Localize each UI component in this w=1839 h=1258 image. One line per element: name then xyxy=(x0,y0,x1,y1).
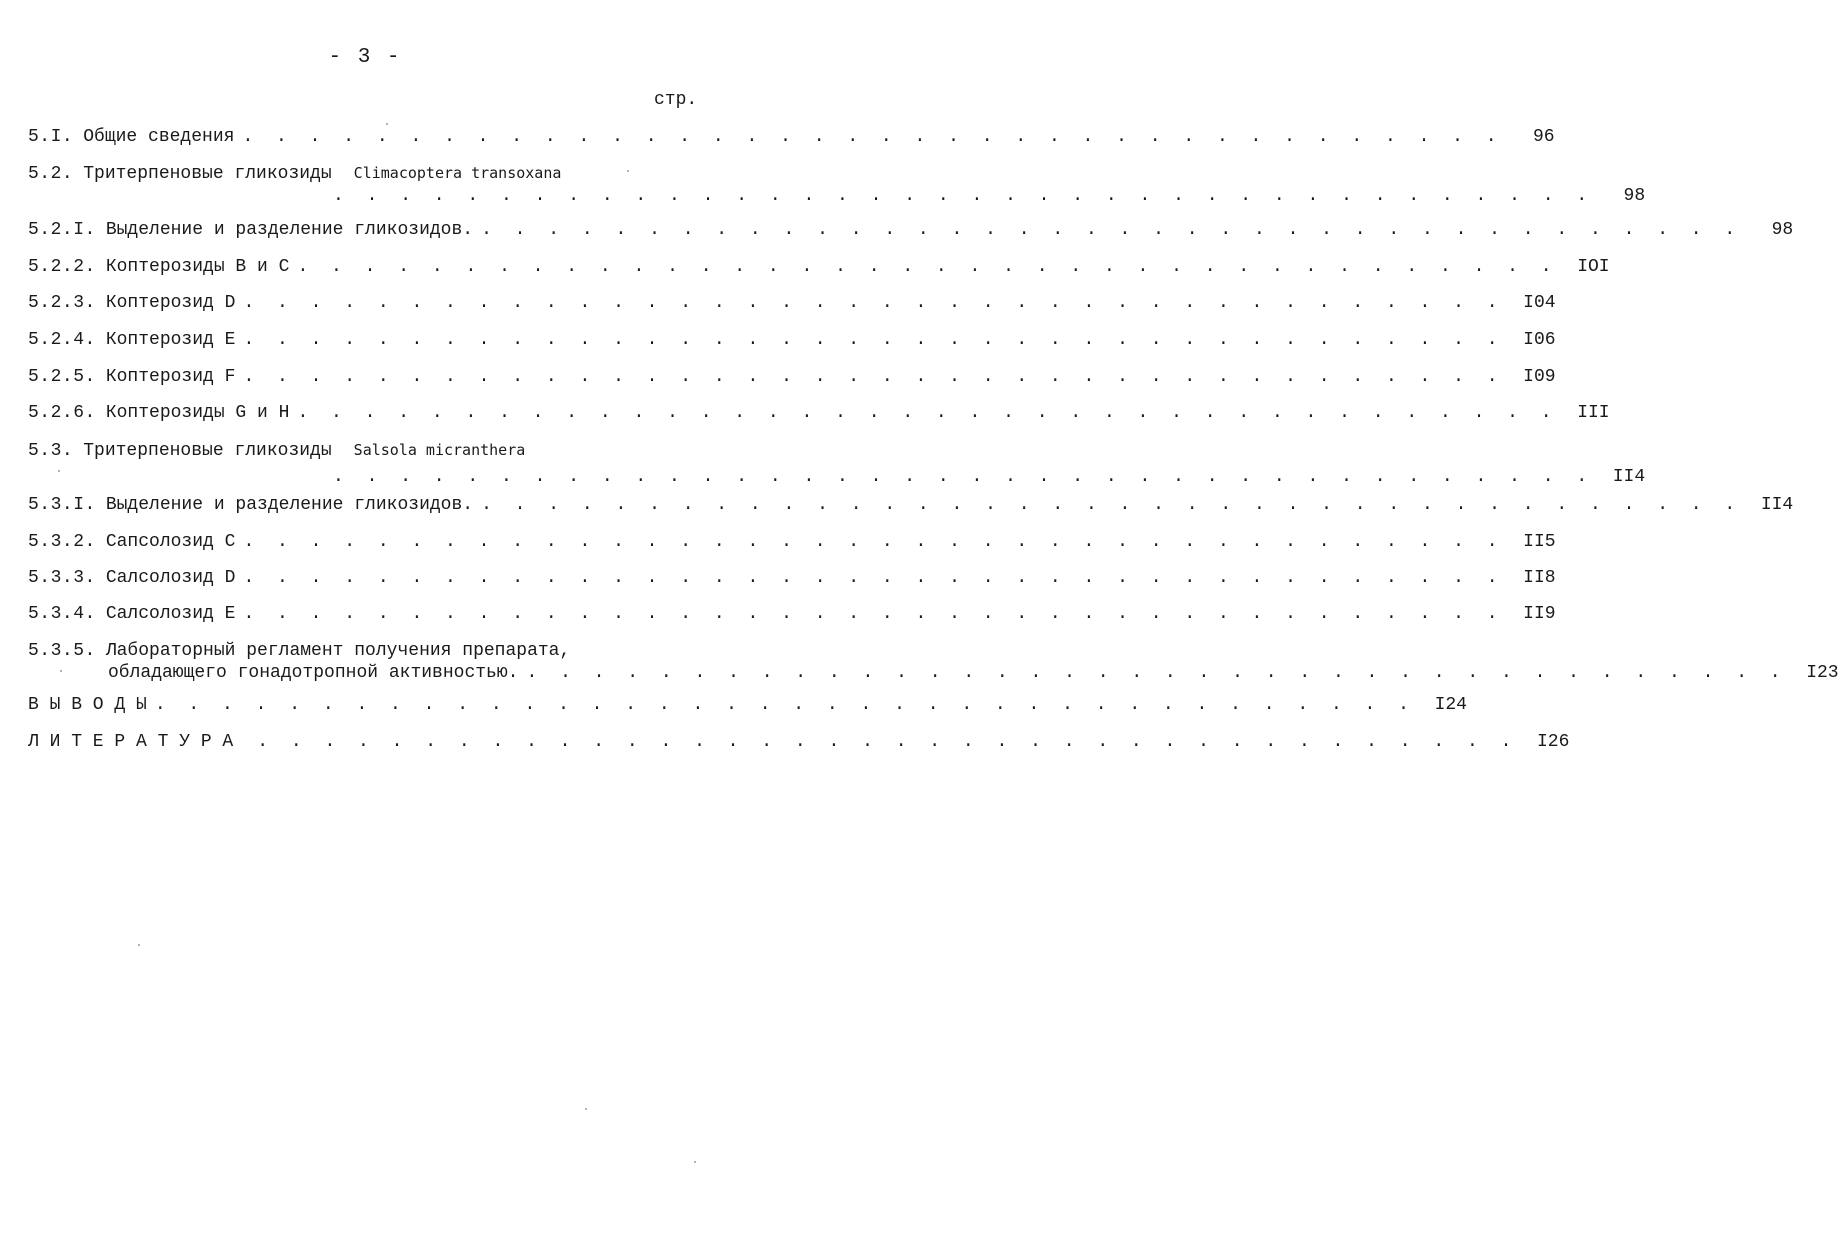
toc-leader-dots: . . . . . . . . . . . . . . . . . . . . . . . . . . . . . . . . . . . . . . xyxy=(481,495,1742,515)
toc-entry-page: II4 xyxy=(1612,467,1646,487)
toc-entry xyxy=(28,162,1646,207)
toc-entry-number: 5.2.6. xyxy=(28,403,96,423)
toc-entry xyxy=(28,292,1556,314)
toc-leader-dots: . . . . . . . . . . . . . . . . . . . . . . . . . . . . . . . . . . . . . . xyxy=(242,127,1503,147)
toc-entry-title: Салсолозид Е xyxy=(105,604,236,624)
toc-entry-title: Коптерозид F xyxy=(105,367,236,387)
toc-entry xyxy=(28,126,1555,148)
toc-entry-title-line2: обладающего гонадотропной активностью. xyxy=(108,663,519,683)
toc-entry xyxy=(28,219,1794,241)
toc-entry-title: Тритерпеновые гликозиды xyxy=(83,164,332,184)
toc-entry xyxy=(28,640,1839,684)
toc-entry-number: 5.2.I. xyxy=(28,220,96,240)
toc-entry xyxy=(28,531,1556,553)
scan-speck xyxy=(58,470,60,472)
toc-entry-title: Л И Т Е Р А Т У Р А xyxy=(28,732,234,752)
toc-entry-title: Выделение и разделение гликозидов. xyxy=(105,495,474,515)
toc-entry-page: IOI xyxy=(1577,257,1610,277)
toc-entry-number: 5.3.I. xyxy=(28,495,96,515)
toc-entry-page: 96 xyxy=(1532,127,1555,147)
toc-entry-page: III xyxy=(1577,403,1610,423)
toc-entry-title: Коптерозиды G и Н xyxy=(105,403,290,423)
toc-entry-number: 5.3. xyxy=(28,441,74,461)
toc-leader-dots: . . . . . . . . . . . . . . . . . . . . . . . . . . . . . . . . . . . . . . xyxy=(481,220,1742,240)
scan-speck xyxy=(60,670,62,672)
toc-entry-page: II4 xyxy=(1760,495,1794,515)
toc-entry xyxy=(28,694,1467,716)
toc-entry-title: Коптерозид Е xyxy=(105,330,236,350)
toc-entry xyxy=(28,494,1794,516)
toc-entry-number: 5.3.4. xyxy=(28,604,96,624)
toc-entry-latin-name: Salsola micranthera xyxy=(353,441,526,459)
toc-entry-title: Коптерозиды В и С xyxy=(105,257,290,277)
toc-leader-dots: . . . . . . . . . . . . . . . . . . . . . . . . . . . . . . . . . . . . . . xyxy=(243,604,1504,624)
page-number: - 3 - xyxy=(328,46,402,69)
toc-leader-dots: . . . . . . . . . . . . . . . . . . . . . . . . . . . . . . . . . . . . . . xyxy=(297,257,1558,277)
toc-entry-title: Коптерозид D xyxy=(105,293,236,313)
toc-entry-number: 5.3.5. xyxy=(28,641,96,661)
scan-speck xyxy=(627,170,629,172)
toc-leader-dots: . . . . . . . . . . . . . . . . . . . . . . . . . . . . . . . . . . . . . . xyxy=(257,732,1518,752)
toc-entry-page: 98 xyxy=(1623,186,1646,206)
scan-speck xyxy=(138,944,140,946)
toc-leader-dots: . . . . . . . . . . . . . . . . . . . . . . . . . . . . . . . . . . . . . . xyxy=(297,403,1558,423)
toc-entry-number: 5.2.2. xyxy=(28,257,96,277)
toc-entry xyxy=(28,329,1556,351)
toc-entry-number: 5.3.3. xyxy=(28,568,96,588)
toc-entry-number: 5.2.4. xyxy=(28,330,96,350)
toc-entry xyxy=(28,603,1556,625)
toc-entry xyxy=(28,256,1610,278)
toc-entry-page: I26 xyxy=(1536,732,1570,752)
scan-speck xyxy=(386,123,388,125)
toc-entry-number: 5.2.3. xyxy=(28,293,96,313)
scan-speck xyxy=(585,1108,587,1110)
toc-entry-number: 5.2.5. xyxy=(28,367,96,387)
toc-entry-title: Сапсолозид С xyxy=(105,532,236,552)
toc-entry-title: Салсолозид D xyxy=(105,568,236,588)
toc-entry-page: I24 xyxy=(1434,695,1467,715)
toc-leader-dots: . . . . . . . . . . . . . . . . . . . . . . . . . . . . . . . . . . . . . . xyxy=(243,532,1504,552)
toc-entry-number: 5.3.2. xyxy=(28,532,96,552)
page-column-label: стр. xyxy=(654,90,698,110)
toc-entry-page: I23 xyxy=(1806,663,1839,683)
toc-leader-dots: . . . . . . . . . . . . . . . . . . . . . . . . . . . . . . . . . . . . . . xyxy=(243,568,1504,588)
toc-entry-title: Тритерпеновые гликозиды xyxy=(83,441,332,461)
toc-entry xyxy=(28,366,1556,388)
toc-entry xyxy=(28,731,1570,753)
toc-entry-number: 5.I. xyxy=(28,127,74,147)
toc-entry-title: Общие сведения xyxy=(83,127,235,147)
toc-entry-title: Выделение и разделение гликозидов. xyxy=(105,220,474,240)
toc-leader-dots: . . . . . . . . . . . . . . . . . . . . . . . . . . . . . . . . . . . . . . xyxy=(526,663,1787,683)
toc-entry-page: I06 xyxy=(1523,330,1556,350)
toc-entry-page: II8 xyxy=(1523,568,1556,588)
toc-entry-title: Лабораторный регламент получения препарата, xyxy=(105,641,571,661)
toc-leader-dots: . . . . . . . . . . . . . . . . . . . . . . . . . . . . . . . . . . . . . . xyxy=(154,695,1415,715)
toc-leader-dots: . . . . . . . . . . . . . . . . . . . . . . . . . . . . . . . . . . . . . . xyxy=(243,293,1504,313)
toc-entry-page: I04 xyxy=(1523,293,1556,313)
toc-entry-page: II5 xyxy=(1523,532,1556,552)
toc-leader-dots: . . . . . . . . . . . . . . . . . . . . . . . . . . . . . . . . . . . . . . xyxy=(243,330,1504,350)
toc-entry-page: I09 xyxy=(1523,367,1556,387)
toc-entry xyxy=(28,439,1646,488)
toc-entry xyxy=(28,567,1556,589)
toc-leader-dots: . . . . . . . . . . . . . . . . . . . . . . . . . . . . . . . . . . . . . . xyxy=(333,186,1594,206)
toc-entry-page: II9 xyxy=(1523,604,1556,624)
toc-leader-dots: . . . . . . . . . . . . . . . . . . . . . . . . . . . . . . . . . . . . . . xyxy=(243,367,1504,387)
toc-entry-number: 5.2. xyxy=(28,164,74,184)
toc-entry-latin-name: Climacoptera transoxana xyxy=(353,164,562,182)
scan-speck xyxy=(694,1161,696,1163)
toc-entry-page: 98 xyxy=(1771,220,1794,240)
toc-leader-dots: . . . . . . . . . . . . . . . . . . . . . . . . . . . . . . . . . . . . . . xyxy=(333,467,1594,487)
toc-entry-title: В Ы В О Д Ы xyxy=(28,695,147,715)
toc-entry xyxy=(28,402,1610,424)
